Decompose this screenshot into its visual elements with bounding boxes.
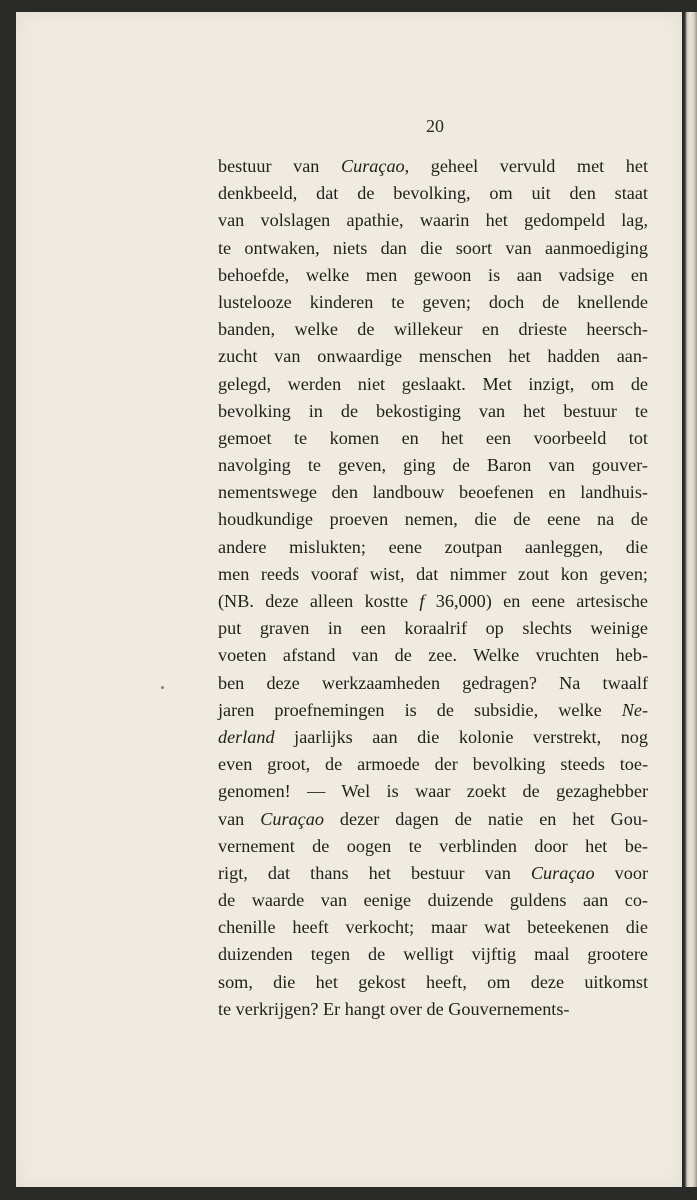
text-line [218,860,648,887]
text-line [218,207,648,234]
text-segment: de waarde van eenige duizende guldens aan co- [218,890,648,911]
text-segment: vernement de oogen te verblinden door het be- [218,835,648,856]
text-segment: , geheel vervuld met het [404,156,648,176]
text-segment: chenille heeft verkocht; maar wat beteekenen die [218,917,648,938]
text-line [218,887,648,914]
text-segment: andere mislukten; eene zoutpan aanleggen, die [218,536,648,557]
body-text [218,153,648,1023]
book-page [16,12,682,1187]
text-segment: jaren proefnemingen is de subsidie, welke [218,699,622,720]
text-segment: jaarlijks aan die kolonie verstrekt, nog [274,726,648,747]
text-line [218,534,648,561]
text-segment: zucht van onwaardige menschen het hadden aan- [218,346,648,367]
italic-text: Curaçao [530,862,595,883]
text-line [218,452,648,479]
text-line [218,425,648,452]
text-line [218,561,648,588]
text-segment: voor [594,862,648,883]
text-line [218,969,648,996]
text-segment: denkbeeld, dat de bevolking, om uit den staat [218,183,648,204]
text-line [218,833,648,860]
text-line [218,670,648,697]
page-edge [682,12,697,1187]
text-segment: bestuur van [218,156,341,176]
text-segment: rigt, dat thans het bestuur van [218,862,531,883]
text-line [218,371,648,398]
text-segment: (NB. deze alleen kostte [218,591,420,611]
text-segment: behoefde, welke men gewoon is aan vadsige en [218,264,648,285]
text-line [218,153,648,180]
text-segment: duizenden tegen de welligt vijftig maal grootere [218,944,648,965]
text-line [218,343,648,370]
text-segment: te verkrijgen? Er hangt over de Gouvernements- [218,998,570,1019]
text-segment: navolging te geven, ging de Baron van gouver- [218,455,648,476]
text-line [218,316,648,343]
text-segment: put graven in een koraalrif op slechts weinige [218,618,648,639]
text-line [218,506,648,533]
text-segment: som, die het gekost heeft, om deze uitkomst [218,971,648,992]
text-line [218,588,648,615]
text-line [218,941,648,968]
text-segment: nementswege den landbouw beoefenen en landhuis- [218,482,648,503]
text-line [218,697,648,724]
text-segment: te ontwaken, niets dan die soort van aanmoediging [218,237,648,258]
text-segment: genomen! — Wel is waar zoekt de gezaghebber [218,781,648,802]
text-line [218,479,648,506]
text-segment: gemoet te komen en het een voorbeeld tot [218,427,648,448]
text-line [218,398,648,425]
text-line [218,914,648,941]
text-line [218,751,648,778]
text-segment: van volslagen apathie, waarin het gedompeld lag, [218,210,648,231]
italic-text: f [419,591,425,611]
text-segment: bevolking in de bekostiging van het bestuur te [218,400,648,421]
text-line [218,778,648,805]
text-segment: ben deze werkzaamheden gedragen? Na twaalf [218,672,648,693]
italic-text: Curaçao [260,808,324,829]
text-line [218,806,648,833]
text-segment: banden, welke de willekeur en drieste heersch- [218,319,648,340]
text-line [218,180,648,207]
text-segment: gelegd, werden niet geslaakt. Met inzigt, om de [218,373,648,394]
text-segment: dezer dagen de natie en het Gou- [323,808,648,829]
text-line [218,615,648,642]
text-line [218,996,648,1023]
italic-text: derland [218,726,275,747]
text-line [218,724,648,751]
text-segment: van [218,808,261,829]
italic-text: Curaçao [340,156,405,176]
text-segment: lustelooze kinderen te geven; doch de knellende [218,291,648,312]
text-segment: even groot, de armoede der bevolking steeds toe- [218,754,648,775]
text-segment: men reeds vooraf wist, dat nimmer zout kon geven; [218,563,648,584]
text-line [218,289,648,316]
text-segment: houdkundige proeven nemen, die de eene na de [218,509,648,530]
paper-spot [161,686,164,689]
italic-text: Ne- [621,699,648,720]
text-segment: voeten afstand van de zee. Welke vruchten heb- [218,645,648,666]
page-number: 20 [426,116,444,136]
text-line [218,235,648,262]
text-segment: 36,000) en eene artesische [424,591,648,611]
text-line [218,642,648,669]
text-line [218,262,648,289]
